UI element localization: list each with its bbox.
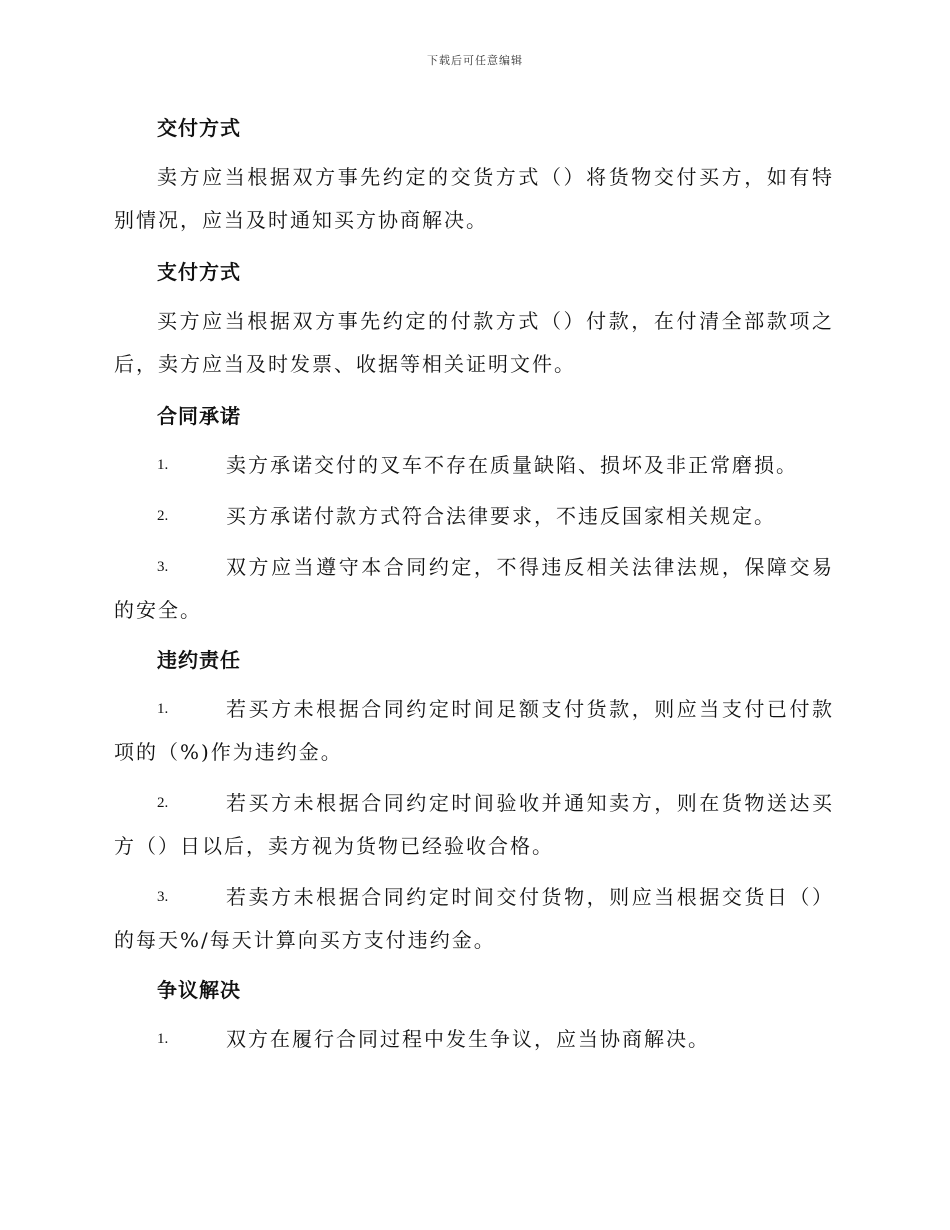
- section-title-liability: 违约责任: [157, 648, 241, 672]
- item-number: 2.: [157, 795, 169, 811]
- item-number: 1.: [157, 1031, 169, 1047]
- commitment-item-2: [114, 495, 834, 538]
- item-number: 1.: [157, 701, 169, 717]
- item-text: 若买方未根据合同约定时间足额支付货款，则应当支付已付款项的（%)作为违约金。: [114, 697, 834, 764]
- payment-paragraph: 买方应当根据双方事先约定的付款方式（）付款，在付清全部款项之后，卖方应当及时发票、收据等相关证明文件。: [114, 309, 834, 376]
- section-title-payment: 支付方式: [157, 260, 241, 284]
- section-title-commitments: 合同承诺: [157, 404, 241, 428]
- commitment-item-3: [114, 546, 834, 632]
- item-number: 3.: [157, 559, 169, 575]
- liability-item-1: [114, 688, 834, 774]
- item-text: 若买方未根据合同约定时间验收并通知卖方，则在货物送达买方（）日以后，卖方视为货物已经验收合格。: [114, 791, 834, 858]
- item-number: 3.: [157, 889, 169, 905]
- page-header: 下载后可任意编辑: [427, 54, 523, 67]
- item-text: 若卖方未根据合同约定时间交付货物，则应当根据交货日（）的每天%/每天计算向买方支付违约金。: [114, 885, 834, 952]
- item-number: 1.: [157, 457, 169, 473]
- liability-item-3: [114, 876, 834, 962]
- item-text: 双方在履行合同过程中发生争议，应当协商解决。: [226, 1027, 710, 1051]
- item-text: 卖方承诺交付的叉车不存在质量缺陷、损坏及非正常磨损。: [226, 453, 798, 477]
- section-title-dispute: 争议解决: [157, 978, 241, 1002]
- liability-item-2: [114, 782, 834, 868]
- dispute-item-1: [114, 1018, 834, 1061]
- item-text: 双方应当遵守本合同约定，不得违反相关法律法规，保障交易的安全。: [114, 555, 834, 622]
- delivery-paragraph: 卖方应当根据双方事先约定的交货方式（）将货物交付买方，如有特别情况，应当及时通知买方协商解决。: [114, 165, 834, 232]
- item-text: 买方承诺付款方式符合法律要求，不违反国家相关规定。: [226, 504, 776, 528]
- item-number: 2.: [157, 508, 169, 524]
- section-title-delivery: 交付方式: [157, 116, 241, 140]
- commitment-item-1: [114, 444, 834, 487]
- document-body: [114, 108, 834, 1069]
